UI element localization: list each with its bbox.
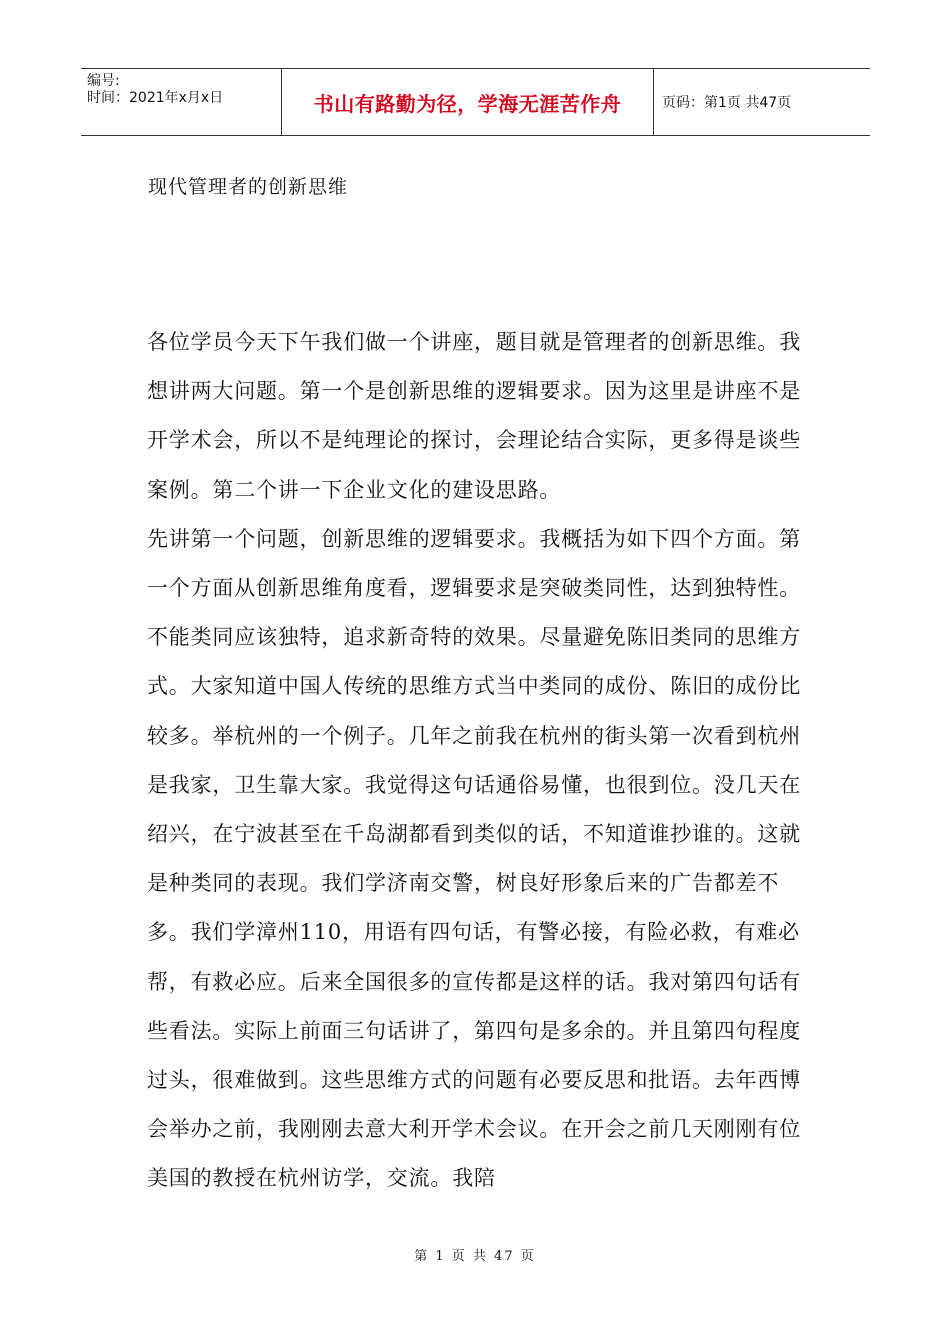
time-label: 时间：2021年x月x日	[87, 90, 224, 106]
paragraph-1: 各位学员今天下午我们做一个讲座，题目就是管理者的创新思维。我想讲两大问题。第一个是创新思维的逻辑要求。因为这里是讲座不是开学术会，所以不是纯理论的探讨，会理论结合实际，更多得是谈些案例。第二个讲一下企业文化的建设思路。	[147, 330, 801, 502]
number-label: 编号:	[87, 73, 120, 89]
paragraph-2: 先讲第一个问题，创新思维的逻辑要求。我概括为如下四个方面。第一个方面从创新思维角度看，逻辑要求是突破类同性，达到独特性。不能类同应该独特，追求新奇特的效果。尽量避免陈旧类同的思维方式。大家知道中国人传统的思维方式当中类同的成份、陈旧的成份比较多。举杭州的一个例子。几年之前我在杭州的街头第一次看到杭州是我家，卫生靠大家。我觉得这句话通俗易懂，也很到位。没几天在绍兴，在宁波甚至在千岛湖都看到类似的话，不知道谁抄谁的。这就是种类同的表现。我们学济南交警，树良好形象后来的广告都差不多。我们学漳州110，用语有四句话，有警必接，有险必救，有难必帮，有救必应。后来全国很多的宣传都是这样的话。我对第四句话有些看法。实际上前面三句话讲了，第四句是多余的。并且第四句程度过头，很难做到。这些思维方式的问题有必要反思和批语。去年西博会举办之前，我刚刚去意大利开学术会议。在开会之前几天刚刚有位美国的教授在杭州访学，交流。我陪	[147, 526, 801, 1191]
document-body	[147, 318, 807, 1204]
header-page-info: 页码：第1页 共47页	[662, 95, 792, 111]
header-motto: 书山有路勤为径，学海无涯苦作舟	[282, 69, 654, 135]
document-header	[81, 68, 870, 136]
document-title: 现代管理者的创新思维	[148, 176, 349, 198]
header-meta	[81, 69, 282, 135]
page-footer: 第 1 页 共 47 页	[414, 1249, 536, 1264]
